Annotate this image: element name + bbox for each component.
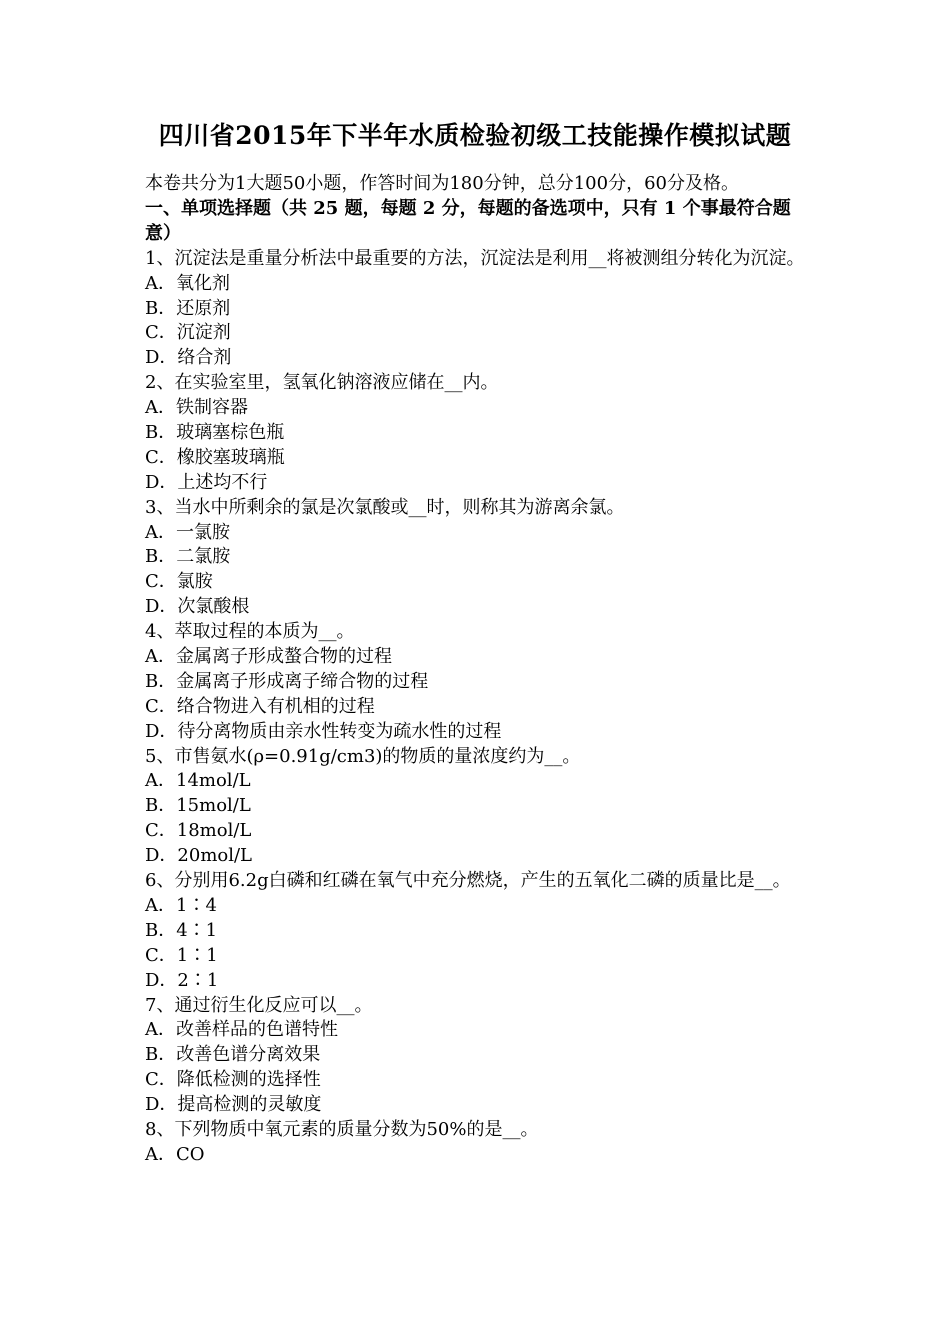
answer-option: A．氧化剂 [145, 272, 230, 294]
answer-option: C．1∶1 [145, 944, 218, 966]
answer-option: B．二氯胺 [145, 546, 231, 568]
answer-option: A．改善样品的色谱特性 [145, 1019, 338, 1041]
answer-option: A．一氯胺 [145, 521, 230, 543]
answer-option: A．CO [145, 1143, 205, 1165]
question-stem: 2、在实验室里，氢氧化钠溶液应储在__内。 [145, 372, 499, 394]
answer-option: C．降低检测的选择性 [145, 1069, 321, 1091]
question-block [145, 371, 815, 495]
answer-option: B．玻璃塞棕色瓶 [145, 421, 285, 443]
question-stem: 8、下列物质中氧元素的质量分数为50%的是__。 [145, 1118, 539, 1140]
answer-option: C．络合物进入有机相的过程 [145, 695, 375, 717]
answer-option: B．金属离子形成离子缔合物的过程 [145, 670, 429, 692]
answer-option: D．2∶1 [145, 969, 219, 991]
answer-option: B．改善色谱分离效果 [145, 1044, 321, 1066]
answer-option: C．橡胶塞玻璃瓶 [145, 446, 285, 468]
question-block [145, 745, 815, 869]
question-stem: 6、分别用6.2g白磷和红磷在氧气中充分燃烧，产生的五氧化二磷的质量比是__。 [145, 870, 791, 892]
question-stem: 3、当水中所剩余的氯是次氯酸或__时，则称其为游离余氯。 [145, 496, 625, 518]
exam-instructions: 本卷共分为1大题50小题，作答时间为180分钟，总分100分，60分及格。 [145, 173, 739, 194]
answer-option: D．上述均不行 [145, 471, 268, 493]
answer-option: B．还原剂 [145, 297, 231, 319]
answer-option: D．20mol/L [145, 845, 253, 867]
answer-option: B．4∶1 [145, 919, 218, 941]
answer-option: D．次氯酸根 [145, 596, 250, 618]
document-body [145, 172, 815, 1168]
question-stem: 7、通过衍生化反应可以__。 [145, 994, 373, 1016]
question-block [145, 1118, 815, 1168]
answer-option: C．氯胺 [145, 571, 213, 593]
document-title: 四川省2015年下半年水质检验初级工技能操作模拟试题 [158, 121, 792, 150]
answer-option: C．18mol/L [145, 820, 252, 842]
answer-option: C．沉淀剂 [145, 322, 231, 344]
answer-option: A．金属离子形成螯合物的过程 [145, 646, 392, 668]
section-heading: 一、单项选择题（共 25 题，每题 2 分，每题的备选项中，只有 1 个事最符合题意） [145, 197, 791, 244]
question-stem: 1、沉淀法是重量分析法中最重要的方法，沉淀法是利用__将被测组分转化为沉淀。 [145, 247, 805, 269]
question-block [145, 620, 815, 744]
answer-option: A．14mol/L [145, 770, 251, 792]
question-block [145, 869, 815, 993]
question-stem: 5、市售氨水(ρ=0.91g/cm3)的物质的量浓度约为__。 [145, 745, 581, 767]
answer-option: D．提高检测的灵敏度 [145, 1094, 322, 1116]
question-block [145, 247, 815, 371]
answer-option: D．络合剂 [145, 347, 232, 369]
question-stem: 4、萃取过程的本质为__。 [145, 621, 355, 643]
answer-option: A．1∶4 [145, 894, 217, 916]
answer-option: D．待分离物质由亲水性转变为疏水性的过程 [145, 720, 502, 742]
answer-option: B．15mol/L [145, 795, 251, 817]
question-block [145, 496, 815, 620]
answer-option: A．铁制容器 [145, 397, 248, 419]
question-block [145, 994, 815, 1118]
